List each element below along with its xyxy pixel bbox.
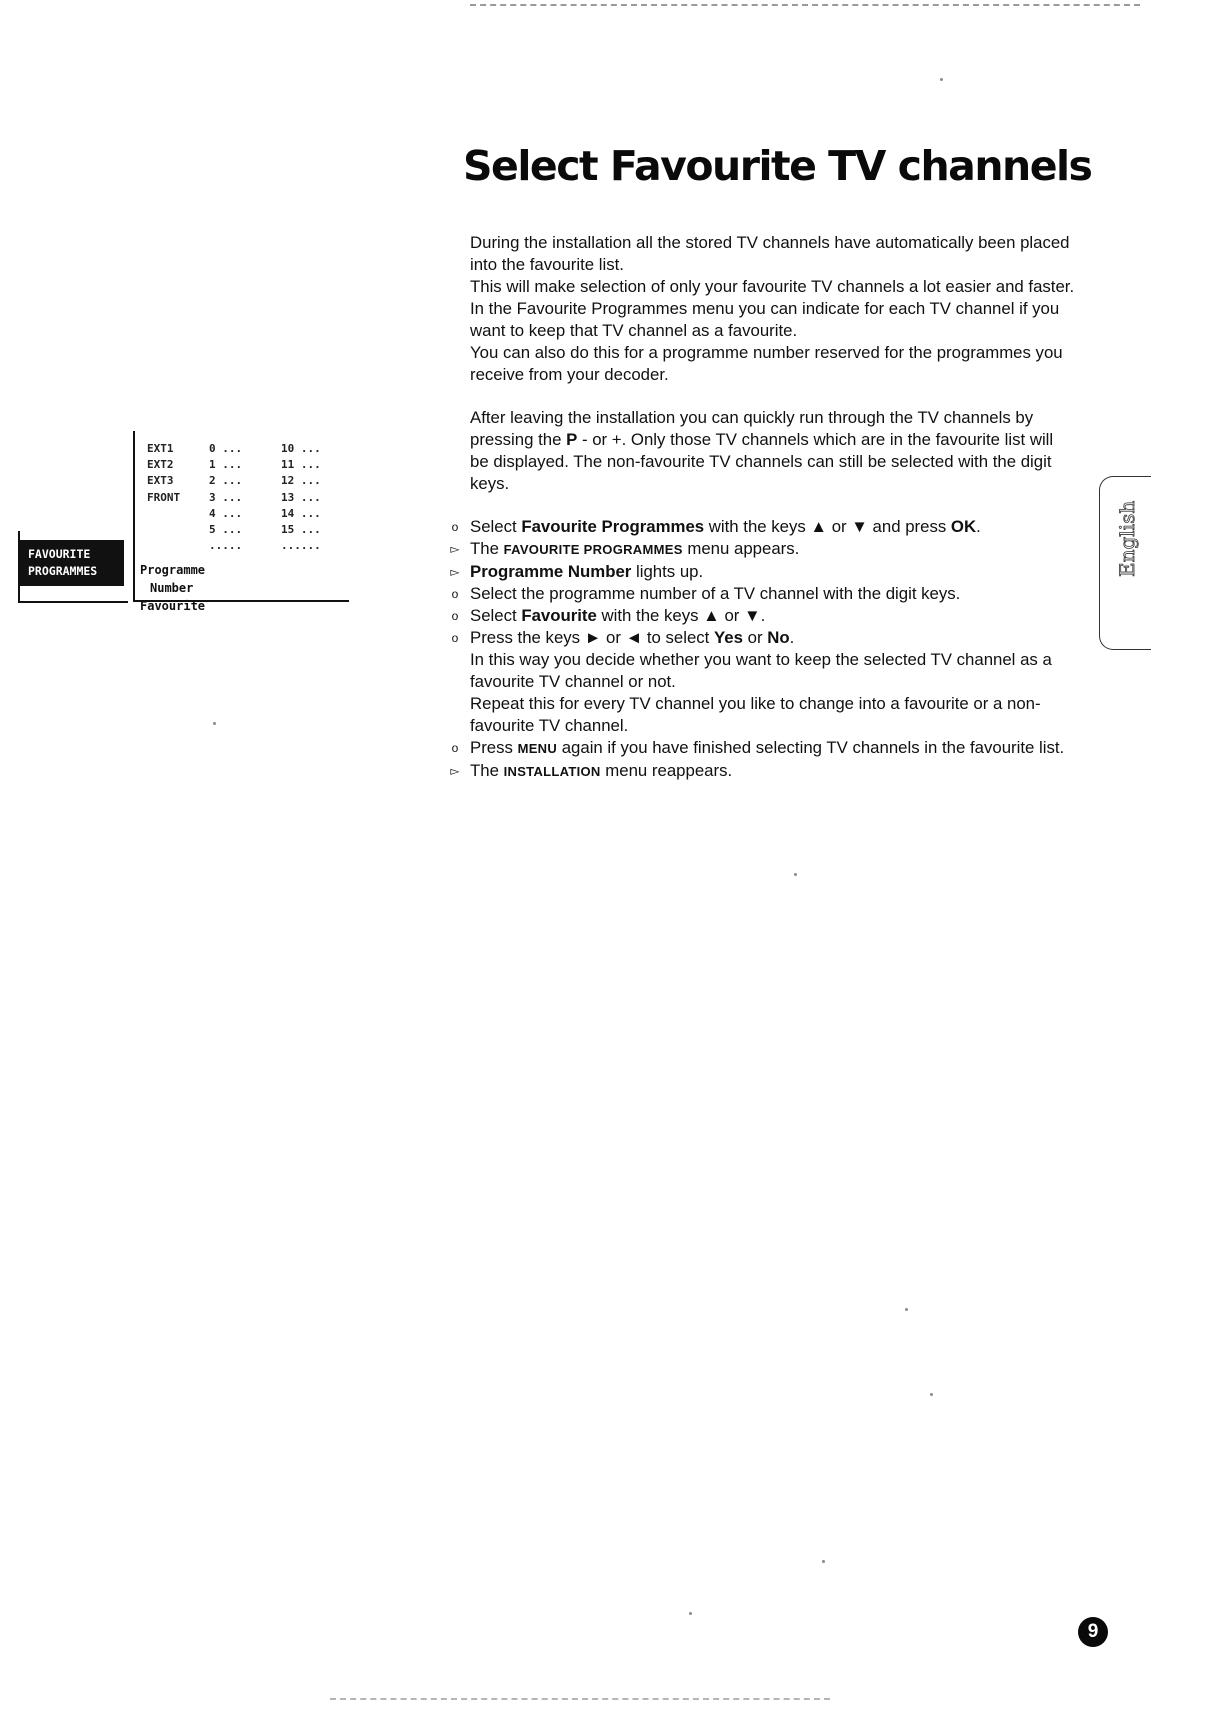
intro-paragraph: This will make selection of only your favourite TV channels a lot easier and faster. — [470, 277, 1075, 296]
circle-bullet-icon: o — [451, 631, 459, 645]
step-item: o Select the programme number of a TV channel with the digit keys. — [470, 583, 1095, 605]
language-tab-label: English — [1115, 500, 1139, 577]
channel-cell: 2 ... — [209, 474, 243, 488]
menu-divider — [133, 431, 135, 601]
channel-cell: 3 ... — [209, 490, 243, 504]
circle-bullet-icon: o — [451, 609, 459, 623]
circle-bullet-icon: o — [451, 741, 459, 755]
channel-cell: ..... — [209, 539, 243, 553]
channel-cell: FRONT — [147, 490, 181, 504]
step-item: ▻ The FAVOURITE PROGRAMMES menu appears. — [470, 538, 1095, 561]
scan-speck — [213, 722, 216, 725]
channel-cell: EXT1 — [147, 442, 174, 455]
bottom-scan-rule — [330, 1698, 830, 1700]
step-note: In this way you decide whether you want to keep the selected TV channel as a favourite TV channel or not. — [470, 650, 1052, 691]
channel-cell: EXT3 — [147, 474, 174, 488]
step-item: ▻ Programme Number lights up. — [470, 561, 1095, 583]
channel-cell: 0 ... — [209, 442, 243, 455]
step-item: o Select Favourite with the keys ▲ or ▼. — [470, 605, 1095, 627]
channel-cell: 1 ... — [209, 458, 243, 472]
page-number-badge: 9 — [1078, 1617, 1108, 1647]
circle-bullet-icon: o — [451, 587, 459, 601]
menu-item-favourite: Favourite — [140, 599, 206, 613]
intro-paragraph: During the installation all the stored TV channels have automatically been placed into the favourite list. — [470, 233, 1070, 274]
p-key-label: P — [566, 430, 578, 449]
scan-speck — [689, 1612, 692, 1615]
page-title: Select Favourite TV channels — [463, 142, 1092, 190]
step-item: o Press the keys ► or ◄ to select Yes or No. — [470, 627, 1095, 649]
channel-cell — [147, 507, 209, 521]
channel-cell: 12 ... — [281, 474, 321, 488]
intro-paragraph: You can also do this for a programme number reserved for the programmes you receive from your decoder. — [470, 343, 1063, 384]
menu-left-base — [20, 601, 128, 603]
arrow-bullet-icon: ▻ — [450, 565, 460, 579]
channel-cell: 5 ... — [209, 522, 243, 536]
menu-item-programme-number: Programme Number — [140, 563, 206, 595]
channel-cell: 4 ... — [209, 506, 243, 520]
step-note: Repeat this for every TV channel you like to change into a favourite or a non-favourite TV channel. — [470, 694, 1041, 735]
top-scan-rule — [470, 4, 1140, 6]
channel-cell: EXT2 — [147, 458, 174, 472]
favourite-programmes-menu-illustration — [20, 431, 350, 611]
circle-bullet-icon: o — [451, 520, 459, 534]
scan-speck — [822, 1560, 825, 1563]
channel-cell: 10 ... — [281, 442, 321, 455]
channel-cell — [147, 523, 209, 537]
step-item: ▻ The INSTALLATION menu reappears. — [470, 760, 1095, 783]
channel-cell: 11 ... — [281, 458, 321, 472]
channel-cell: 14 ... — [281, 506, 321, 520]
intro-paragraph: In the Favourite Programmes menu you can indicate for each TV channel if you want to keep that TV channel as a favourite. — [470, 299, 1060, 340]
channel-cell — [147, 539, 209, 553]
menu-title-label: FAVOURITE PROGRAMMES — [20, 540, 124, 586]
step-item: o Select Favourite Programmes with the keys ▲ or ▼ and press OK. — [470, 516, 1095, 538]
steps-list — [450, 516, 1095, 783]
step-item: o Press MENU again if you have finished selecting TV channels in the favourite list. — [470, 737, 1095, 760]
after-leaving-paragraph: After leaving the installation you can quickly run through the TV channels by pressing the P - or +. Only those TV channels which are in the favourite list will be displayed. The non-favourite TV channels can still be selected with the digit keys. — [470, 408, 1054, 493]
channel-cell: 13 ... — [281, 490, 321, 504]
channel-cell: ...... — [281, 539, 321, 553]
menu-items — [140, 561, 205, 615]
channel-grid — [147, 442, 341, 553]
arrow-bullet-icon: ▻ — [450, 764, 460, 778]
arrow-bullet-icon: ▻ — [450, 542, 460, 556]
content-column — [450, 232, 1095, 783]
scan-speck — [930, 1393, 933, 1396]
scan-speck — [940, 78, 943, 81]
channel-cell: 15 ... — [281, 522, 321, 536]
scan-speck — [794, 873, 797, 876]
language-tab — [1099, 476, 1151, 650]
scan-speck — [905, 1308, 908, 1311]
